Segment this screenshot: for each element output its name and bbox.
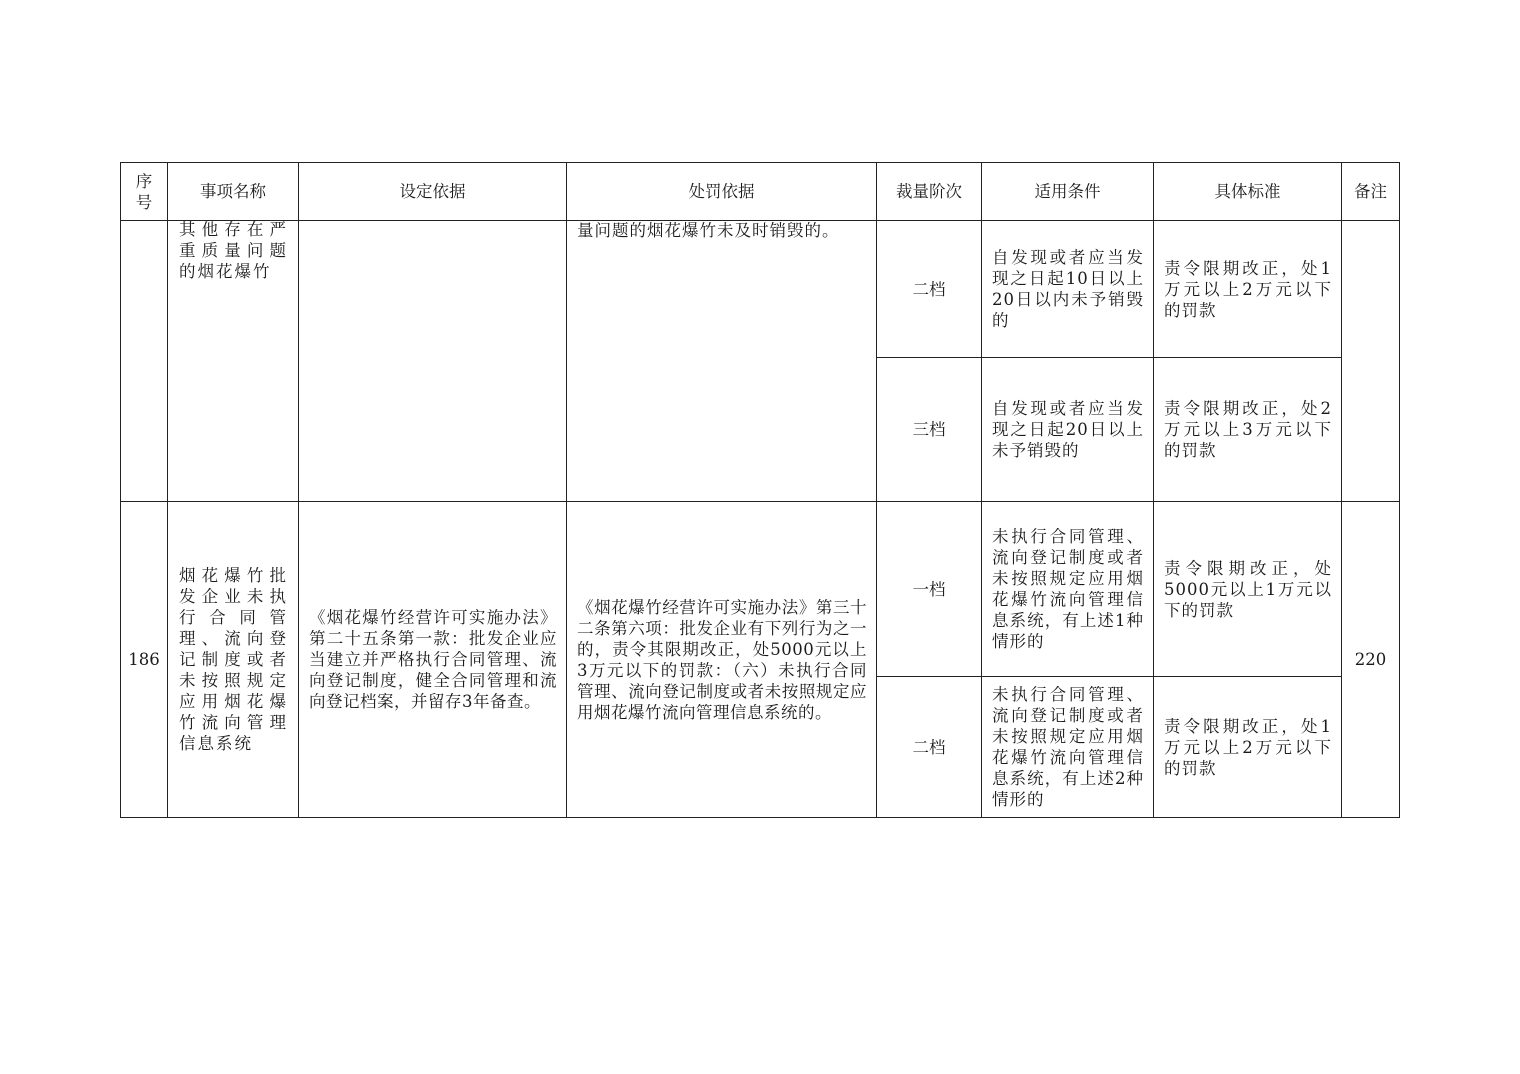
standard-continued-2-text: 责令限期改正，处2万元以上3万元以下的罚款 [1164,399,1332,460]
condition-continued-1-text: 自发现或者应当发现之日起10日以上20日以内未予销毁的 [992,248,1144,330]
cell-standard-186-2 [1154,677,1342,818]
cell-setting-basis-continued [299,221,567,502]
cell-level-continued-1: 二档 [877,221,982,358]
header-item-name: 事项名称 [168,163,299,221]
penalty-basis-186-text: 《烟花爆竹经营许可实施办法》第三十二条第六项：批发企业有下列行为之一的，责令其限期改正，处5000元以上3万元以下的罚款：（六）未执行合同管理、流向登记制度或者未按照规定应用烟花爆竹流向管理信息系统的。 [577,597,867,722]
cell-standard-186-1 [1154,502,1342,677]
header-seq: 序号 [121,163,168,221]
table-row-186-level-1 [121,502,1400,677]
cell-seq-continued [121,221,168,502]
cell-level-continued-2: 三档 [877,358,982,502]
cell-level-186-2: 二档 [877,677,982,818]
standard-186-1-text: 责令限期改正，处5000元以上1万元以下的罚款 [1164,558,1332,620]
setting-basis-186-text: 《烟花爆竹经营许可实施办法》第二十五条第一款：批发企业应当建立并严格执行合同管理、流向登记制度，健全合同管理和流向登记档案，并留存3年备查。 [309,608,557,711]
cell-seq-186: 186 [121,502,168,818]
condition-186-1-text: 未执行合同管理、流向登记制度或者未按照规定应用烟花爆竹流向管理信息系统，有上述1种情形的 [992,527,1144,651]
cell-standard-continued-2 [1154,358,1342,502]
cell-standard-continued-1 [1154,221,1342,358]
condition-186-2-text: 未执行合同管理、流向登记制度或者未按照规定应用烟花爆竹流向管理信息系统，有上述2种情形的 [992,685,1144,809]
cell-condition-186-1 [982,502,1154,677]
header-row [121,163,1400,221]
cell-item-name-186 [168,502,299,818]
standard-186-2-text: 责令限期改正，处1万元以上2万元以下的罚款 [1164,716,1332,778]
cell-setting-basis-186 [299,502,567,818]
header-remarks: 备注 [1342,163,1400,221]
cell-remarks-continued [1342,221,1400,502]
cell-remarks-186: 220 [1342,502,1400,818]
cell-condition-186-2 [982,677,1154,818]
cell-condition-continued-1 [982,221,1154,358]
cell-level-186-1: 一档 [877,502,982,677]
penalty-discretion-table [120,162,1400,818]
header-conditions: 适用条件 [982,163,1154,221]
header-penalty-basis: 处罚依据 [567,163,877,221]
condition-continued-2-text: 自发现或者应当发现之日起20日以上未予销毁的 [992,399,1144,460]
header-discretion-level: 裁量阶次 [877,163,982,221]
header-standard: 具体标准 [1154,163,1342,221]
item-name-continued-text: 其他存在严重质量问题的烟花爆竹 [179,220,288,281]
standard-continued-1-text: 责令限期改正，处1万元以上2万元以下的罚款 [1164,258,1332,320]
penalty-basis-continued-text: 量问题的烟花爆竹未及时销毁的。 [577,221,840,240]
header-setting-basis: 设定依据 [299,163,567,221]
cell-penalty-basis-continued [567,221,877,502]
cell-item-name-continued [168,221,299,502]
cell-penalty-basis-186 [567,502,877,818]
cell-condition-continued-2 [982,358,1154,502]
table-row-continued-1 [121,221,1400,358]
item-name-186-text: 烟花爆竹批发企业未执行合同管理、流向登记制度或者未按照规定应用烟花爆竹流向管理信息系统 [179,566,288,753]
